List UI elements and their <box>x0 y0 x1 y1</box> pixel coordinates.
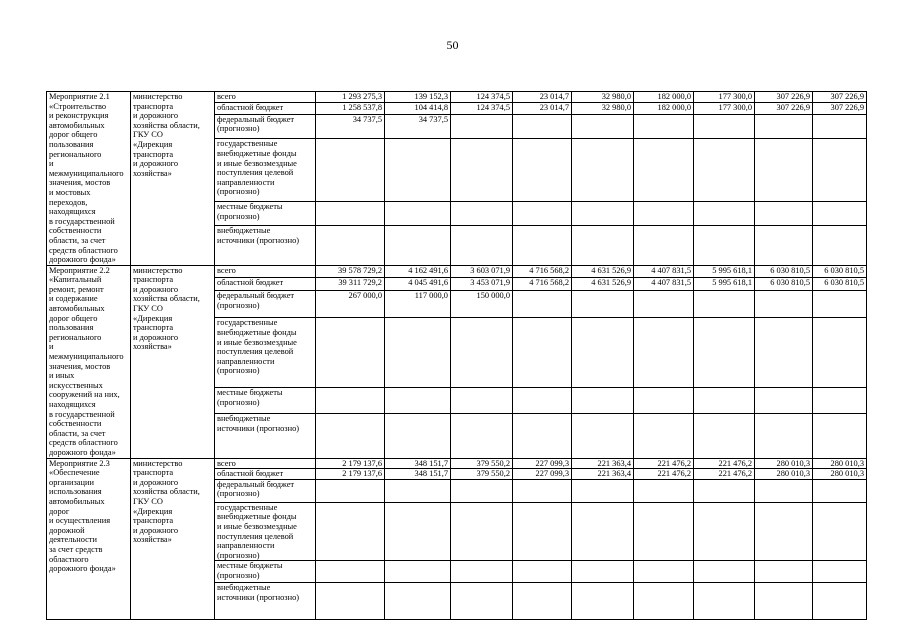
value-cell: 6 030 810,5 <box>755 278 813 291</box>
funding-table <box>46 91 867 620</box>
value-cell <box>451 139 513 202</box>
value-cell <box>316 414 385 458</box>
value-cell: 221 476,2 <box>694 469 755 480</box>
value-cell: 34 737,5 <box>385 114 451 139</box>
value-cell: 104 414,8 <box>385 103 451 114</box>
value-cell <box>755 202 813 226</box>
value-cell: 32 980,0 <box>572 92 634 103</box>
value-cell <box>385 225 451 265</box>
executor-cell: министерство транспорта и дорожного хозяйства области, ГКУ СО «Дирекция транспорта и дорожного хозяйства» <box>131 458 215 620</box>
table-row <box>47 458 867 469</box>
value-cell: 117 000,0 <box>385 290 451 317</box>
value-cell <box>813 225 867 265</box>
value-cell: 4 631 526,9 <box>572 265 634 278</box>
value-cell <box>513 502 572 561</box>
value-cell: 6 030 810,5 <box>755 265 813 278</box>
value-cell: 379 550,2 <box>451 469 513 480</box>
value-cell <box>572 388 634 414</box>
value-cell: 227 099,3 <box>513 458 572 469</box>
value-cell: 5 995 618,1 <box>694 278 755 291</box>
source-cell: местные бюджеты (прогнозно) <box>215 388 316 414</box>
value-cell <box>513 583 572 620</box>
value-cell <box>634 290 694 317</box>
value-cell <box>513 290 572 317</box>
value-cell <box>385 561 451 583</box>
value-cell <box>572 479 634 502</box>
value-cell <box>513 318 572 388</box>
value-cell <box>634 139 694 202</box>
value-cell <box>634 318 694 388</box>
value-cell <box>451 414 513 458</box>
value-cell: 182 000,0 <box>634 103 694 114</box>
value-cell: 348 151,7 <box>385 469 451 480</box>
value-cell <box>451 318 513 388</box>
value-cell: 23 014,7 <box>513 103 572 114</box>
value-cell: 6 030 810,5 <box>813 265 867 278</box>
value-cell: 307 226,9 <box>755 92 813 103</box>
executor-cell: министерство транспорта и дорожного хозяйства области, ГКУ СО «Дирекция транспорта и дорожного хозяйства» <box>131 265 215 458</box>
source-cell: внебюджетные источники (прогнозно) <box>215 414 316 458</box>
value-cell <box>513 225 572 265</box>
value-cell <box>694 479 755 502</box>
value-cell <box>694 139 755 202</box>
value-cell <box>385 414 451 458</box>
value-cell: 182 000,0 <box>634 92 694 103</box>
value-cell <box>634 114 694 139</box>
value-cell <box>813 388 867 414</box>
value-cell <box>385 318 451 388</box>
value-cell: 221 363,4 <box>572 458 634 469</box>
value-cell: 23 014,7 <box>513 92 572 103</box>
value-cell <box>385 139 451 202</box>
value-cell: 4 631 526,9 <box>572 278 634 291</box>
value-cell <box>694 414 755 458</box>
value-cell <box>572 225 634 265</box>
value-cell <box>572 318 634 388</box>
source-cell: местные бюджеты (прогнозно) <box>215 202 316 226</box>
value-cell: 5 995 618,1 <box>694 265 755 278</box>
value-cell <box>385 502 451 561</box>
source-cell: областной бюджет <box>215 103 316 114</box>
value-cell <box>385 202 451 226</box>
value-cell: 39 311 729,2 <box>316 278 385 291</box>
value-cell <box>755 479 813 502</box>
value-cell <box>755 414 813 458</box>
table-body <box>47 92 867 620</box>
source-cell: областной бюджет <box>215 278 316 291</box>
value-cell <box>513 479 572 502</box>
value-cell <box>694 502 755 561</box>
value-cell <box>451 502 513 561</box>
value-cell <box>634 225 694 265</box>
value-cell: 4 407 831,5 <box>634 265 694 278</box>
value-cell: 4 716 568,2 <box>513 278 572 291</box>
value-cell: 280 010,3 <box>813 458 867 469</box>
value-cell <box>813 583 867 620</box>
value-cell <box>513 202 572 226</box>
activity-cell: Мероприятие 2.1 «Строительство и реконструкция автомобильных дорог общего пользования регионального и межмуниципального значения, мостов и мостовых переходов, находящихся в государственной собственности области, за счет средств областного дорожного фонда» <box>47 92 131 266</box>
activity-cell: Мероприятие 2.3 «Обеспечение организации использования автомобильных дорог и осуществления дорожной деятельности за счет средств областного дорожного фонда» <box>47 458 131 620</box>
value-cell <box>634 202 694 226</box>
value-cell <box>316 388 385 414</box>
source-cell: областной бюджет <box>215 469 316 480</box>
source-cell: федеральный бюджет (прогнозно) <box>215 114 316 139</box>
value-cell: 150 000,0 <box>451 290 513 317</box>
value-cell <box>451 114 513 139</box>
value-cell <box>813 290 867 317</box>
source-cell: всего <box>215 458 316 469</box>
value-cell: 221 363,4 <box>572 469 634 480</box>
value-cell <box>755 388 813 414</box>
value-cell <box>755 561 813 583</box>
value-cell <box>572 414 634 458</box>
value-cell: 307 226,9 <box>755 103 813 114</box>
value-cell <box>813 202 867 226</box>
value-cell: 2 179 137,6 <box>316 469 385 480</box>
value-cell: 4 716 568,2 <box>513 265 572 278</box>
value-cell <box>316 479 385 502</box>
source-cell: федеральный бюджет (прогнозно) <box>215 290 316 317</box>
value-cell <box>451 225 513 265</box>
value-cell <box>694 114 755 139</box>
source-cell: государственные внебюджетные фонды и иные безвозмездные поступления целевой направленности (прогнозно) <box>215 139 316 202</box>
activity-cell: Мероприятие 2.2 «Капитальный ремонт, ремонт и содержание автомобильных дорог общего пользования регионального и межмуниципального значения, мостов и иных искусственных сооружений на них, находящихся в государственной собственности области, за счет средств областного дорожного фонда» <box>47 265 131 458</box>
value-cell <box>572 561 634 583</box>
value-cell: 39 578 729,2 <box>316 265 385 278</box>
value-cell <box>513 139 572 202</box>
value-cell: 124 374,5 <box>451 103 513 114</box>
value-cell <box>572 139 634 202</box>
value-cell <box>813 139 867 202</box>
value-cell <box>316 583 385 620</box>
value-cell <box>316 225 385 265</box>
value-cell: 6 030 810,5 <box>813 278 867 291</box>
value-cell <box>694 583 755 620</box>
value-cell <box>513 414 572 458</box>
source-cell: всего <box>215 92 316 103</box>
value-cell <box>513 388 572 414</box>
value-cell: 221 476,2 <box>634 469 694 480</box>
value-cell: 2 179 137,6 <box>316 458 385 469</box>
value-cell: 4 045 491,6 <box>385 278 451 291</box>
value-cell: 227 099,3 <box>513 469 572 480</box>
value-cell <box>572 290 634 317</box>
value-cell <box>451 561 513 583</box>
value-cell <box>634 502 694 561</box>
value-cell <box>694 318 755 388</box>
value-cell <box>694 225 755 265</box>
value-cell <box>316 139 385 202</box>
value-cell: 221 476,2 <box>694 458 755 469</box>
value-cell <box>813 502 867 561</box>
value-cell <box>755 318 813 388</box>
value-cell: 267 000,0 <box>316 290 385 317</box>
value-cell <box>634 561 694 583</box>
value-cell: 4 407 831,5 <box>634 278 694 291</box>
source-cell: всего <box>215 265 316 278</box>
value-cell <box>572 502 634 561</box>
value-cell <box>451 202 513 226</box>
value-cell <box>755 290 813 317</box>
value-cell: 221 476,2 <box>634 458 694 469</box>
page-number: 50 <box>446 38 459 52</box>
value-cell: 307 226,9 <box>813 103 867 114</box>
value-cell <box>451 388 513 414</box>
value-cell <box>694 290 755 317</box>
value-cell <box>451 583 513 620</box>
value-cell: 124 374,5 <box>451 92 513 103</box>
value-cell: 177 300,0 <box>694 103 755 114</box>
value-cell <box>813 479 867 502</box>
value-cell: 34 737,5 <box>316 114 385 139</box>
source-cell: государственные внебюджетные фонды и иные безвозмездные поступления целевой направленности (прогнозно) <box>215 502 316 561</box>
table-row <box>47 265 867 278</box>
value-cell: 3 453 071,9 <box>451 278 513 291</box>
value-cell <box>316 318 385 388</box>
source-cell: государственные внебюджетные фонды и иные безвозмездные поступления целевой направленности (прогнозно) <box>215 318 316 388</box>
value-cell <box>634 388 694 414</box>
value-cell <box>316 202 385 226</box>
value-cell <box>694 202 755 226</box>
value-cell: 307 226,9 <box>813 92 867 103</box>
value-cell <box>572 202 634 226</box>
value-cell: 348 151,7 <box>385 458 451 469</box>
source-cell: внебюджетные источники (прогнозно) <box>215 225 316 265</box>
value-cell <box>316 502 385 561</box>
value-cell <box>316 561 385 583</box>
value-cell: 1 258 537,8 <box>316 103 385 114</box>
value-cell <box>755 583 813 620</box>
value-cell: 32 980,0 <box>572 103 634 114</box>
value-cell: 3 603 071,9 <box>451 265 513 278</box>
value-cell: 139 152,3 <box>385 92 451 103</box>
value-cell <box>451 479 513 502</box>
source-cell: местные бюджеты (прогнозно) <box>215 561 316 583</box>
value-cell: 280 010,3 <box>755 469 813 480</box>
value-cell <box>513 114 572 139</box>
value-cell <box>694 561 755 583</box>
value-cell <box>634 583 694 620</box>
value-cell <box>813 114 867 139</box>
value-cell <box>513 561 572 583</box>
value-cell: 280 010,3 <box>755 458 813 469</box>
value-cell <box>813 561 867 583</box>
value-cell: 177 300,0 <box>694 92 755 103</box>
source-cell: внебюджетные источники (прогнозно) <box>215 583 316 620</box>
value-cell <box>572 583 634 620</box>
value-cell: 1 293 275,3 <box>316 92 385 103</box>
value-cell <box>385 479 451 502</box>
value-cell <box>385 388 451 414</box>
value-cell <box>813 318 867 388</box>
table-row <box>47 92 867 103</box>
value-cell <box>755 502 813 561</box>
value-cell <box>755 139 813 202</box>
value-cell <box>572 114 634 139</box>
value-cell: 4 162 491,6 <box>385 265 451 278</box>
executor-cell: министерство транспорта и дорожного хозяйства области, ГКУ СО «Дирекция транспорта и дорожного хозяйства» <box>131 92 215 266</box>
value-cell <box>755 225 813 265</box>
source-cell: федеральный бюджет (прогнозно) <box>215 479 316 502</box>
value-cell <box>634 479 694 502</box>
value-cell: 280 010,3 <box>813 469 867 480</box>
value-cell <box>385 583 451 620</box>
value-cell <box>634 414 694 458</box>
value-cell <box>813 414 867 458</box>
value-cell <box>694 388 755 414</box>
value-cell: 379 550,2 <box>451 458 513 469</box>
value-cell <box>755 114 813 139</box>
